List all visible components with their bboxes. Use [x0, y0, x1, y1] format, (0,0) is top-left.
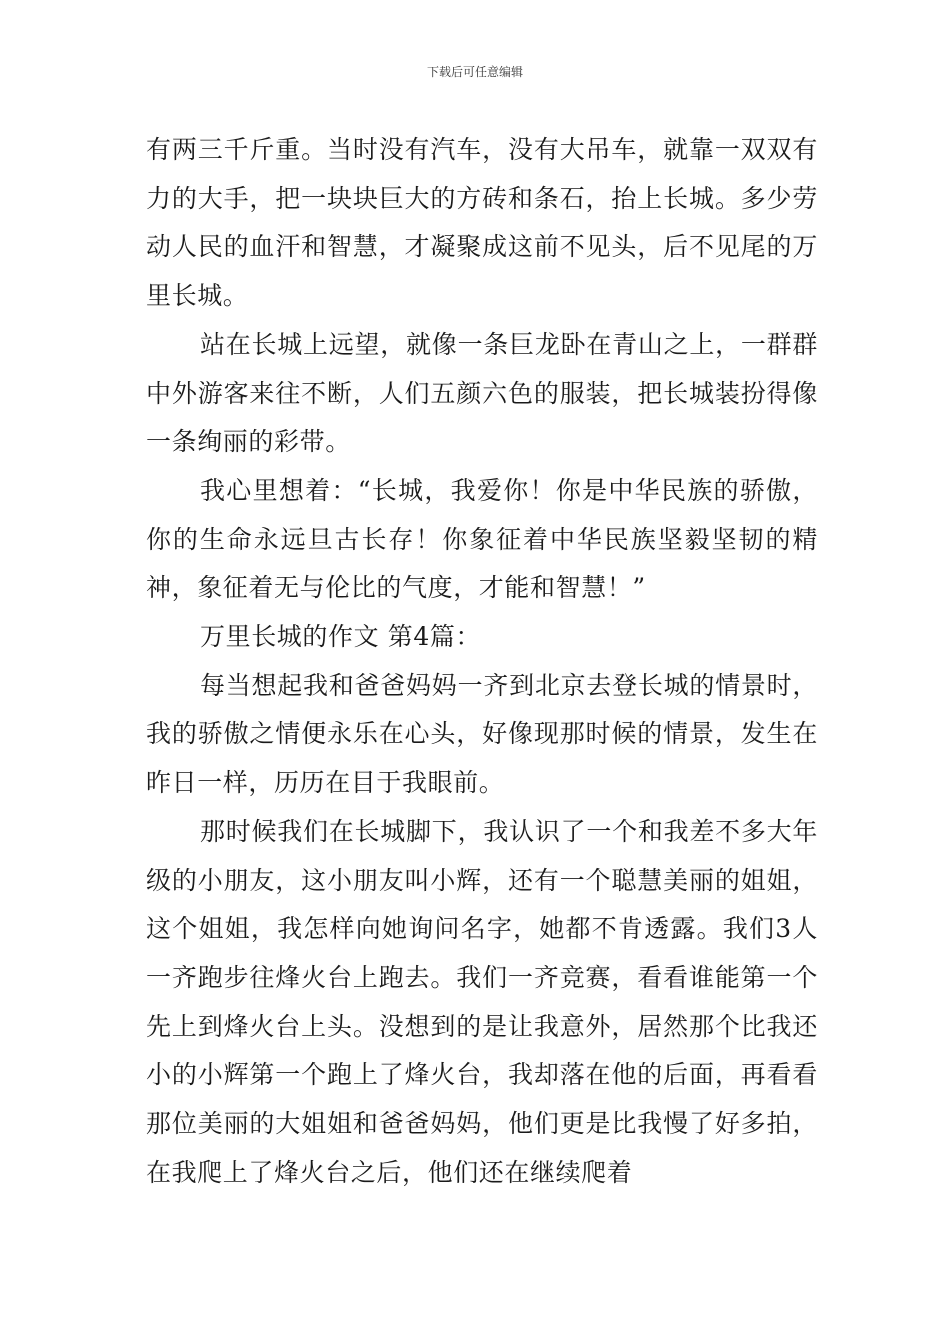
- page-header: 下载后可任意编辑: [426, 65, 523, 79]
- paragraph-1: 有两三千斤重。当时没有汽车，没有大吊车，就靠一双双有力的大手，把一块块巨大的方砖和条石，抬上长城。多少劳动人民的血汗和智慧，才凝聚成这前不见头，后不见尾的万里长城。: [146, 135, 818, 311]
- section-heading: 万里长城的作文 第4篇：: [200, 622, 482, 652]
- paragraph-5: 那时候我们在长城脚下，我认识了一个和我差不多大年级的小朋友，这小朋友叫小辉，还有一个聪慧美丽的姐姐，这个姐姐，我怎样向她询问名字，她都不肯透露。我们3人一齐跑步往烽火台上跑去。我们一齐竞赛，看看谁能第一个先上到烽火台上头。没想到的是让我意外，居然那个比我还小的小辉第一个跑上了烽火台，我却落在他的后面，再看看那位美丽的大姐姐和爸爸妈妈，他们更是比我慢了好多拍，在我爬上了烽火台之后，他们还在继续爬着: [146, 816, 818, 1187]
- document-body: [146, 126, 818, 1197]
- paragraph-4: 每当想起我和爸爸妈妈一齐到北京去登长城的情景时，我的骄傲之情便永乐在心头，好像现那时候的情景，发生在昨日一样，历历在目于我眼前。: [146, 670, 818, 798]
- paragraph-3: 我心里想着：“长城，我爱你！你是中华民族的骄傲，你的生命永远旦古长存！你象征着中华民族坚毅坚韧的精神，象征着无与伦比的气度，才能和智慧！”: [146, 475, 818, 603]
- paragraph-2: 站在长城上远望，就像一条巨龙卧在青山之上，一群群中外游客来往不断，人们五颜六色的服装，把长城装扮得像一条绚丽的彩带。: [146, 329, 818, 457]
